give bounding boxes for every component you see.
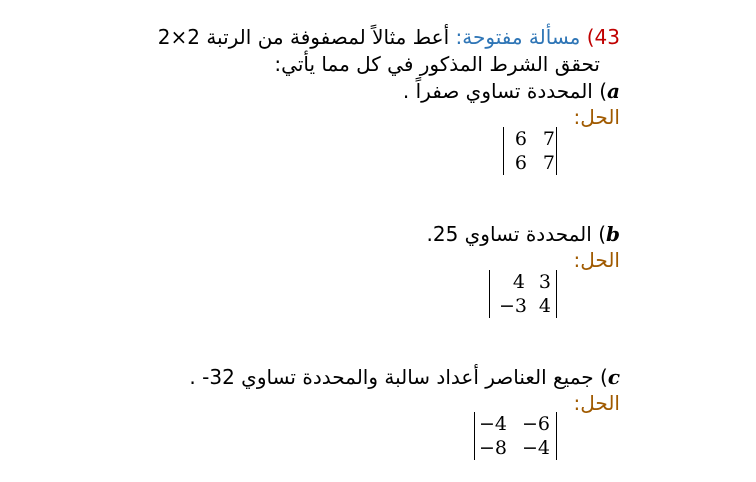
question-number: 43) — [586, 25, 620, 49]
part-a-paren: ) — [599, 79, 608, 103]
part-c-letter: c — [607, 365, 620, 389]
part-c-paren: ) — [600, 365, 608, 389]
part-a-solution-label: الحل: — [573, 105, 620, 129]
part-b-paren: ) — [598, 222, 607, 246]
part-b-line — [426, 221, 620, 247]
part-a-matrix — [503, 127, 557, 175]
matrix-left-bar — [489, 270, 490, 318]
matrix-cell: 4 — [512, 271, 525, 293]
matrix-right-bar — [556, 270, 557, 318]
matrix-cell: 6 — [514, 152, 527, 174]
part-a-text: المحددة تساوي صفراً . — [402, 79, 593, 103]
part-c-text: جميع العناصر أعداد سالبة والمحددة تساوي 32- . — [189, 365, 594, 389]
part-c-line — [189, 364, 620, 390]
part-b-matrix — [489, 270, 557, 318]
matrix-cell: −8 — [479, 437, 508, 459]
part-b-letter: b — [606, 222, 620, 246]
part-c-matrix — [474, 412, 557, 460]
matrix-cell: 6 — [514, 128, 527, 150]
part-a-line — [403, 78, 620, 104]
question-line-2 — [274, 51, 600, 77]
part-b-solution-label: الحل: — [573, 248, 620, 272]
matrix-cell: 4 — [538, 295, 551, 317]
part-a-letter: a — [607, 79, 620, 103]
matrix-cell: −3 — [499, 295, 528, 317]
matrix-right-bar — [556, 412, 557, 460]
question-label: مسألة مفتوحة: — [455, 25, 581, 49]
matrix-cell: −6 — [522, 413, 551, 435]
question-text-2: تحقق الشرط المذكور في كل مما يأتي: — [274, 52, 600, 76]
part-c-solution-label: الحل: — [573, 391, 620, 415]
matrix-cell: 3 — [538, 271, 551, 293]
part-b-text: المحددة تساوي 25. — [426, 222, 592, 246]
matrix-cell: −4 — [522, 437, 551, 459]
matrix-cell: −4 — [479, 413, 508, 435]
matrix-cell: 7 — [542, 128, 555, 150]
matrix-right-bar — [556, 127, 557, 175]
matrix-left-bar — [474, 412, 475, 460]
question-line-1 — [158, 24, 620, 50]
question-text-1: أعط مثالاً لمصفوفة من الرتبة 2×2 — [157, 25, 450, 49]
matrix-cell: 7 — [542, 152, 555, 174]
